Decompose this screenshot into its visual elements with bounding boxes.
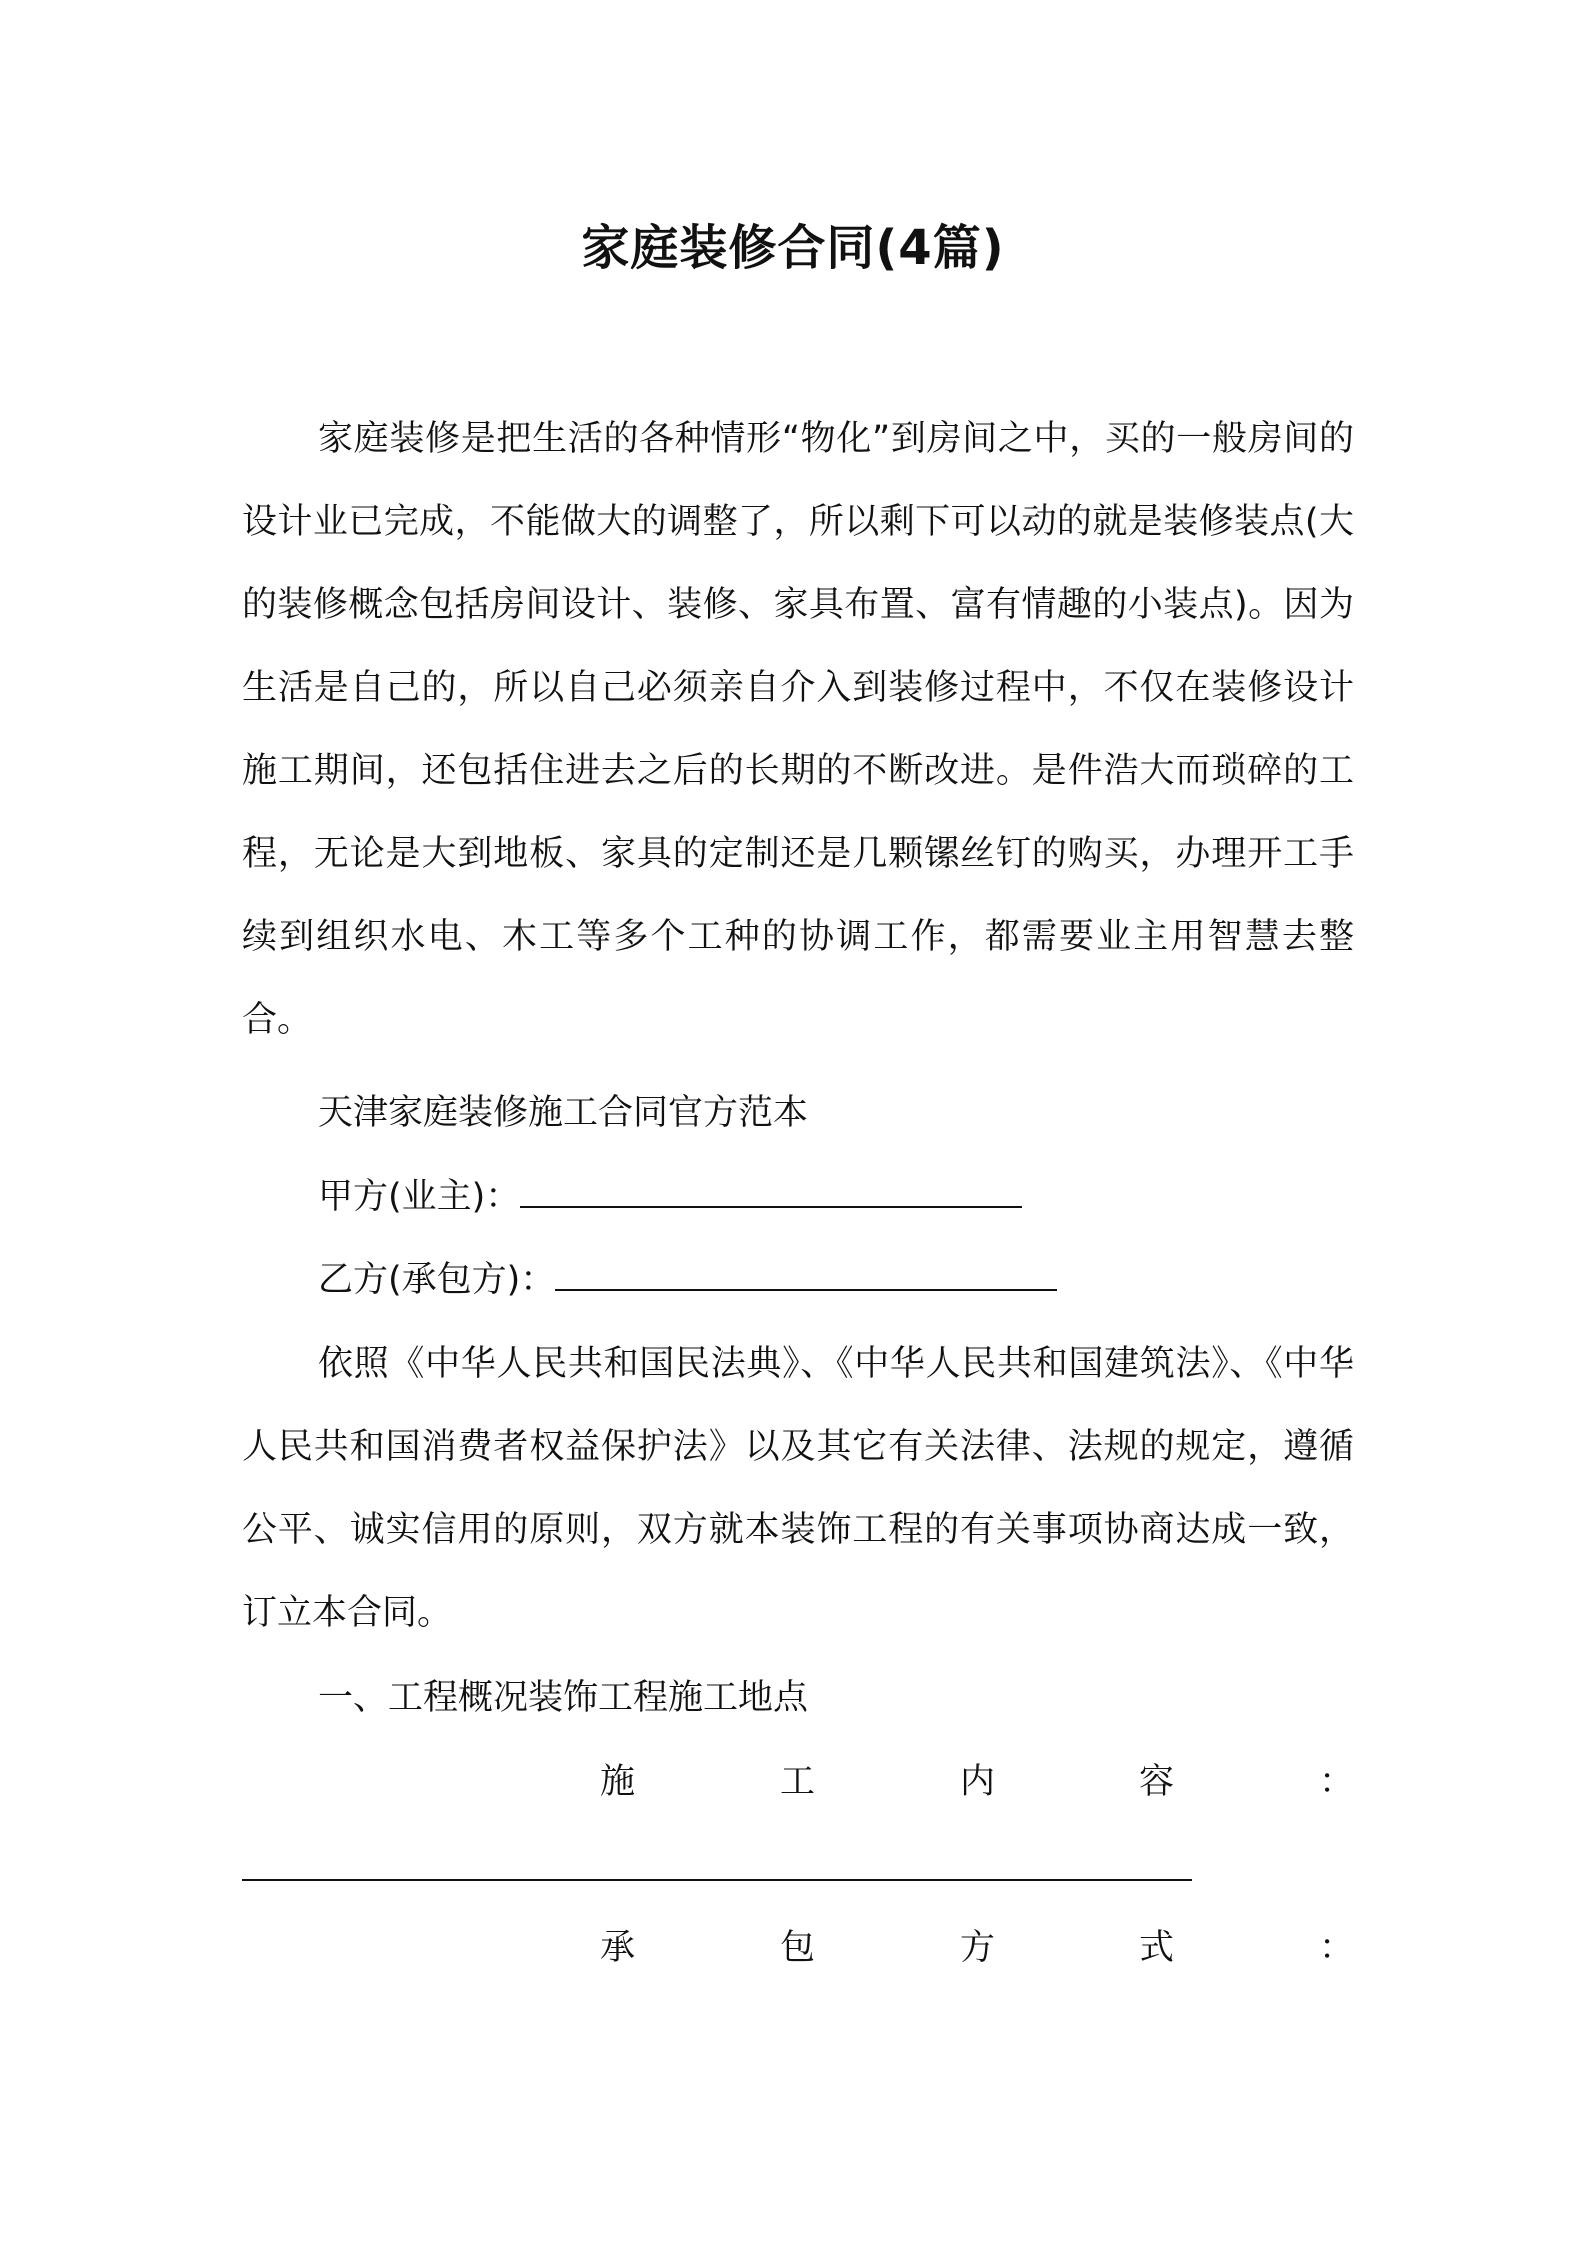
contract-method-colon: ： — [1319, 1928, 1355, 1968]
construction-content-line — [242, 1741, 1354, 1824]
document-title: 家庭装修合同(4篇) — [581, 220, 1005, 276]
intro-paragraph: 家庭装修是把生活的各种情形“物化”到房间之中，买的一般房间的设计业已完成，不能做大的调整了，所以剩下可以动的就是装修装点(大的装修概念包括房间设计、装修、家具布置、富有情趣的小装点)。因为生活是自己的，所以自己必须亲自介入到装修过程中，不仅在装修设计施工期间，还包括住进去之后的长期的不断改进。是件浩大而琐碎的工程，无论是大到地板、家具的定制还是几颗镙丝钉的购买，办理开工手续到组织水电、木工等多个工种的协调工作，都需要业主用智慧去整合。 — [242, 419, 1354, 1040]
contract-method-char: 方 — [960, 1928, 996, 1968]
construction-content-char: 施 — [600, 1762, 636, 1802]
construction-content-colon: ： — [1319, 1762, 1355, 1802]
document-body — [242, 0, 1354, 2244]
construction-content-char: 工 — [780, 1762, 816, 1802]
section-one-heading: 一、工程概况装饰工程施工地点 — [318, 1678, 809, 1718]
party-b-blank[interactable] — [555, 1259, 1057, 1291]
party-a-label: 甲方(业主)： — [318, 1177, 521, 1217]
party-a-line — [242, 1156, 1354, 1239]
construction-content-char: 内 — [960, 1762, 996, 1802]
contract-method-char: 式 — [1139, 1928, 1175, 1968]
contract-method-line — [242, 1907, 1354, 1990]
party-a-blank[interactable] — [520, 1176, 1022, 1208]
construction-content-char: 容 — [1139, 1762, 1175, 1802]
contract-heading: 天津家庭装修施工合同官方范本 — [318, 1093, 809, 1133]
contract-method-char: 承 — [600, 1928, 636, 1968]
party-b-label: 乙方(承包方)： — [318, 1260, 556, 1300]
party-b-line — [242, 1239, 1354, 1322]
contract-method-char: 包 — [780, 1928, 816, 1968]
legal-basis-paragraph: 依照《中华人民共和国民法典》、《中华人民共和国建筑法》、《中华人民共和国消费者权益保护法》以及其它有关法律、法规的规定，遵循公平、诚实信用的原则，双方就本装饰工程的有关事项协商达成一致，订立本合同。 — [242, 1344, 1354, 1633]
construction-content-blank[interactable] — [242, 1879, 1192, 1881]
